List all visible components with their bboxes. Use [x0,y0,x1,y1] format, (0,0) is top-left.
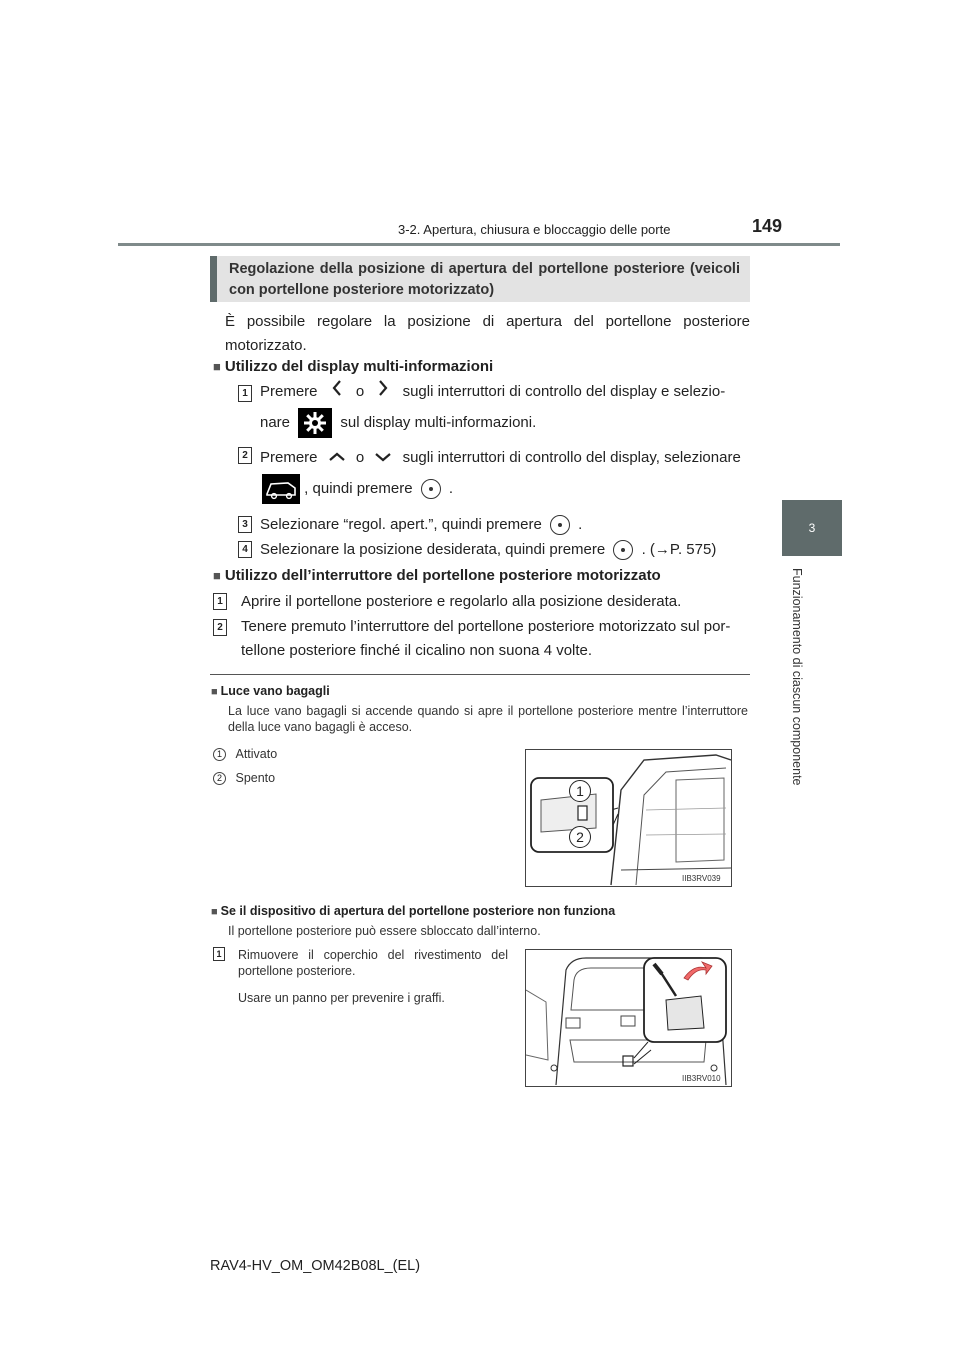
switch-step-1: Aprire il portellone posteriore e regolarlo alla posizione desiderata. [241,593,682,610]
ok-button-icon [613,540,633,560]
subsection-switch-title: ■ Utilizzo dell’interruttore del portellone posteriore motorizzato [213,567,661,584]
figure-code: IIB3RV010 [682,1074,721,1083]
tailgate-release-step: Rimuovere il coperchio del rivestimento del portellone posteriore. [238,948,508,978]
notes-divider [210,674,750,675]
legend-item: 2 Spento [213,770,275,786]
step-1-line2: nare sul display multi-informazioni. [260,408,536,438]
step-number: 1 [213,593,227,610]
note-luggage-light-title: ■ Luce vano bagagli [211,684,330,698]
header-section-title: 3-2. Apertura, chiusura e bloccaggio delle porte [398,222,671,237]
ok-button-icon [550,515,570,535]
chevron-left-icon [332,380,342,404]
chapter-tab: 3 [782,500,842,556]
chevron-up-icon [328,446,346,470]
step-number: 1 [213,947,225,961]
tailgate-interior-illustration [526,950,731,1086]
step-2-line2: , quindi premere . [262,474,453,504]
document-code: RAV4-HV_OM_OM42B08L_(EL) [210,1258,421,1274]
luggage-light-illustration [526,750,731,886]
callout-2: 2 [569,826,591,848]
tailgate-release-step-note: Usare un panno per prevenire i graffi. [238,991,445,1005]
luggage-light-figure [525,749,732,887]
legend-item: 1 Attivato [213,746,277,762]
step-2-line1: Premere o sugli interruttori di controllo del display, selezionare [260,446,741,470]
switch-step-2-line1: Tenere premuto l’interruttore del portellone posteriore motorizzato sul por- [241,618,731,635]
car-tailgate-icon [262,474,300,504]
note-luggage-light-text: La luce vano bagagli si accende quando si apre il portellone posteriore mentre l’interruttore della luce vano bagagli è acceso. [228,704,748,734]
switch-step-2-line2: tellone posteriore finché il cicalino non suona 4 volte. [241,642,593,659]
intro-text: È possibile regolare la posizione di apertura del portellone posteriore motorizzato. [225,313,750,354]
step-1-line1: Premere o sugli interruttori di controllo del display e selezio- [260,380,750,404]
chevron-right-icon [378,380,388,404]
chevron-down-icon [374,446,392,470]
ok-button-icon [421,479,441,499]
gear-icon [298,408,332,438]
note-tailgate-release-title: ■ Se il dispositivo di apertura del portellone posteriore non funziona [211,904,615,918]
callout-1: 1 [569,780,591,802]
step-3-line: Selezionare “regol. apert.”, quindi premere . [260,513,582,537]
page-number: 149 [752,216,783,236]
step-number: 1 [238,385,252,402]
section-heading: Regolazione della posizione di apertura del portellone posteriore (veicoli con portellone posteriore motorizzato) [210,256,750,302]
chapter-title: Funzionamento di ciascun componente [790,568,804,786]
step-number: 3 [238,516,252,533]
step-number: 2 [238,447,252,464]
figure-code: IIB3RV039 [682,874,721,883]
chapter-title-vertical [774,568,818,798]
step-4-line: Selezionare la posizione desiderata, quindi premere . (→P. 575) [260,538,716,562]
step-number: 2 [213,619,227,636]
subsection-display-title: ■ Utilizzo del display multi-informazioni [213,358,493,375]
step-number: 4 [238,541,252,558]
header-divider [118,243,840,246]
tailgate-release-figure [525,949,732,1087]
note-tailgate-release-text: Il portellone posteriore può essere sbloccato dall’interno. [228,924,541,938]
